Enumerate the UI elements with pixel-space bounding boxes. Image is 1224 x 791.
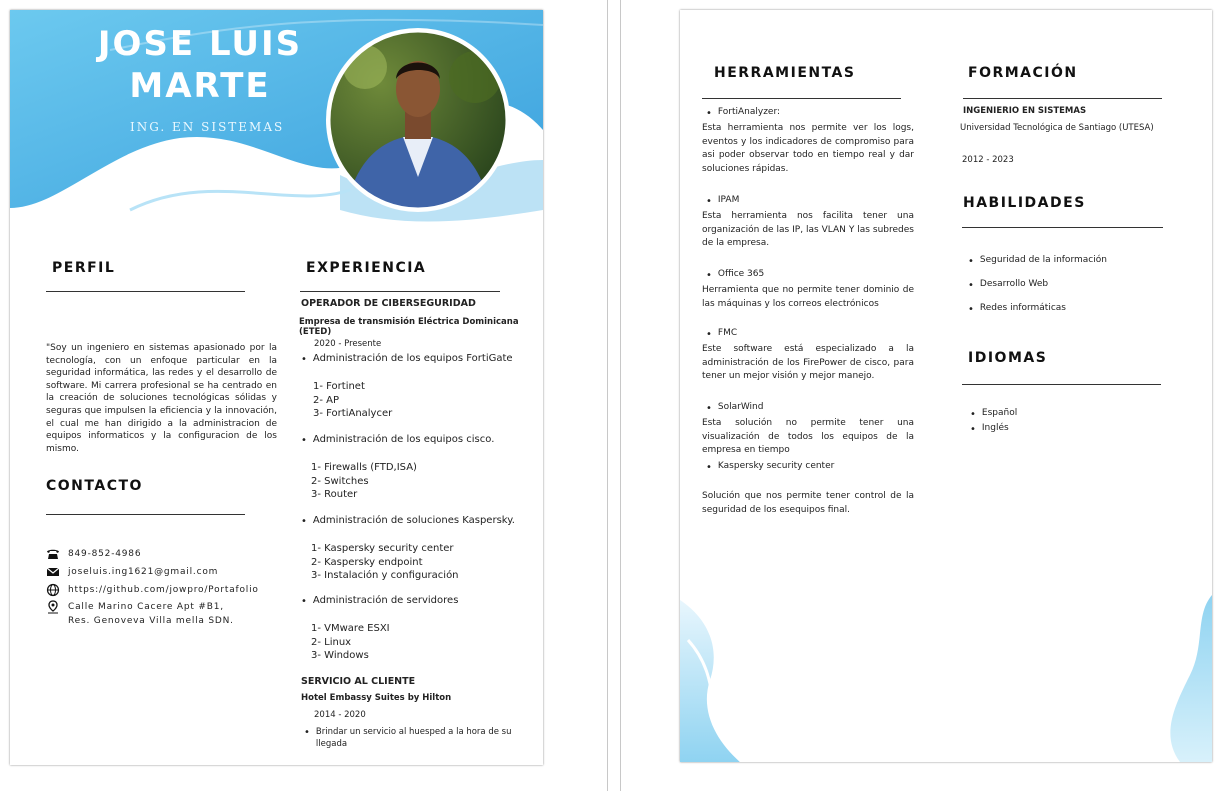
page-divider-right	[620, 0, 621, 791]
formacion-period: 2012 - 2023	[962, 155, 1014, 165]
job1-kaspersky-list: 1- Kaspersky security center 2- Kaspersky endpoint 3- Instalación y configuración	[311, 543, 459, 581]
skill-item: • Desarrollo Web	[968, 279, 1049, 291]
name-line-2: MARTE	[129, 66, 271, 106]
tool-ipam: • IPAM	[706, 195, 740, 207]
job1-period: 2020 - Presente	[314, 339, 382, 349]
tool-fmc: • FMC	[706, 328, 738, 340]
job-subtitle: ING. EN SISTEMAS	[130, 120, 285, 134]
experiencia-rule	[300, 291, 500, 292]
habilidades-rule	[962, 227, 1163, 228]
experiencia-heading: EXPERIENCIA	[306, 260, 427, 276]
formacion-rule	[963, 98, 1162, 99]
tool-fortianalyzer-desc: Esta herramienta nos permite ver los logs, eventos y los indicadores de compromiso para asi poder observar todo en tiempo real y dar soluciones rápidas.	[702, 123, 914, 174]
job1-servers-list: 1- VMware ESXI 2- Linux 3- Windows	[311, 623, 390, 661]
location-pin-icon	[46, 600, 60, 614]
tool-kaspersky-desc: Solución que nos permite tener control de la seguridad de los esequipos final.	[702, 491, 914, 515]
tool-solarwind-desc: Esta solución no permite tener una visualización de todos los equipos de la empresa en tiempo	[702, 418, 914, 455]
job1-bullet-cisco: • Administración de los equipos cisco.	[301, 434, 495, 446]
page-divider-left	[607, 0, 608, 791]
tool-kaspersky: • Kaspersky security center	[706, 461, 835, 473]
tool-ipam-desc: Esta herramienta nos facilita tener una organización de las IP, las VLAN Y las subredes de la empresa.	[702, 211, 914, 248]
contact-phone-row	[46, 547, 141, 561]
job1-bullet-servers: • Administración de servidores	[301, 595, 459, 607]
perfil-text: "Soy un ingeniero en sistemas apasionado por la tecnología, con un enfoque particular en la seguridad informática, las redes y el desarrollo de software. Mi carrera profesional se ha centrado en la creación de soluciones tecnológicas sólidas y seguras que impulsen la eficiencia y la innovación, el cual me han dirigido a la administracion de equipos informaticos y la configuracion de los mismo.	[46, 343, 277, 454]
profile-photo	[325, 27, 511, 213]
language-item: • Inglés	[970, 423, 1009, 435]
contact-email-row	[46, 565, 218, 579]
contact-web-row	[46, 583, 259, 597]
skill-item: • Redes informáticas	[968, 303, 1066, 315]
idiomas-heading: IDIOMAS	[968, 350, 1048, 366]
name-line-1: JOSE LUIS	[97, 24, 303, 64]
job1-company: Empresa de transmisión Eléctrica Dominicana (ETED)	[299, 317, 519, 337]
job2-company: Hotel Embassy Suites by Hilton	[301, 693, 452, 703]
globe-icon	[46, 583, 60, 597]
formacion-heading: FORMACIÓN	[968, 65, 1078, 81]
job1-cisco-list: 1- Firewalls (FTD,ISA) 2- Switches 3- Router	[311, 462, 417, 500]
tool-office365-desc: Herramienta que no permite tener dominio de las máquinas y los correos electrónicos	[702, 285, 914, 309]
formacion-degree: INGENIERIO EN SISTEMAS	[963, 106, 1087, 116]
job1-fortigate-list: 1- Fortinet 2- AP 3- FortiAnalycer	[313, 381, 393, 419]
job2-period: 2014 - 2020	[314, 710, 366, 720]
job1-bullet-kaspersky: • Administración de soluciones Kaspersky.	[301, 515, 515, 527]
tool-solarwind: • SolarWind	[706, 402, 764, 414]
job1-bullet-fortigate: • Administración de los equipos FortiGate	[301, 353, 513, 365]
herramientas-heading: HERRAMIENTAS	[714, 65, 856, 81]
perfil-rule	[46, 291, 245, 292]
job1-title: OPERADOR DE CIBERSEGURIDAD	[301, 298, 476, 309]
contact-address-line-1: Calle Marino Cacere Apt #B1,	[68, 602, 224, 612]
contact-phone[interactable]: 849-852-4986	[68, 549, 142, 559]
habilidades-heading: HABILIDADES	[963, 195, 1086, 211]
tool-office365: • Office 365	[706, 269, 765, 281]
resume-page-2	[680, 10, 1212, 762]
contacto-rule	[46, 514, 245, 515]
tool-fmc-desc: Este software está especializado a la administración de los FirePower de cisco, para tener un mejor visión y mejor manejo.	[702, 344, 914, 381]
contact-web[interactable]: https://github.com/jowpro/Portafolio	[68, 585, 259, 595]
contact-email[interactable]: joseluis.ing1621@gmail.com	[68, 567, 219, 577]
tool-fortianalyzer: • FortiAnalyzer:	[706, 107, 781, 119]
job2-title: SERVICIO AL CLIENTE	[301, 676, 416, 687]
skill-item: • Seguridad de la información	[968, 255, 1107, 267]
phone-icon	[46, 547, 60, 561]
contacto-heading: CONTACTO	[46, 478, 143, 494]
contact-address-line-2: Res. Genoveva Villa mella SDN.	[68, 616, 234, 626]
mail-icon	[46, 565, 60, 579]
formacion-school: Universidad Tecnológica de Santiago (UTESA)	[960, 123, 1154, 133]
idiomas-rule	[962, 384, 1161, 385]
footer-wave-right	[1150, 595, 1212, 762]
herramientas-rule	[702, 98, 901, 99]
job2-bullet: • Brindar un servicio al huesped a la hora de su llegada	[304, 727, 512, 749]
language-item: • Español	[970, 408, 1018, 420]
footer-wave-left	[680, 600, 750, 762]
contact-address-row	[46, 600, 234, 628]
perfil-heading: PERFIL	[52, 260, 116, 276]
resume-page-1	[10, 10, 543, 765]
